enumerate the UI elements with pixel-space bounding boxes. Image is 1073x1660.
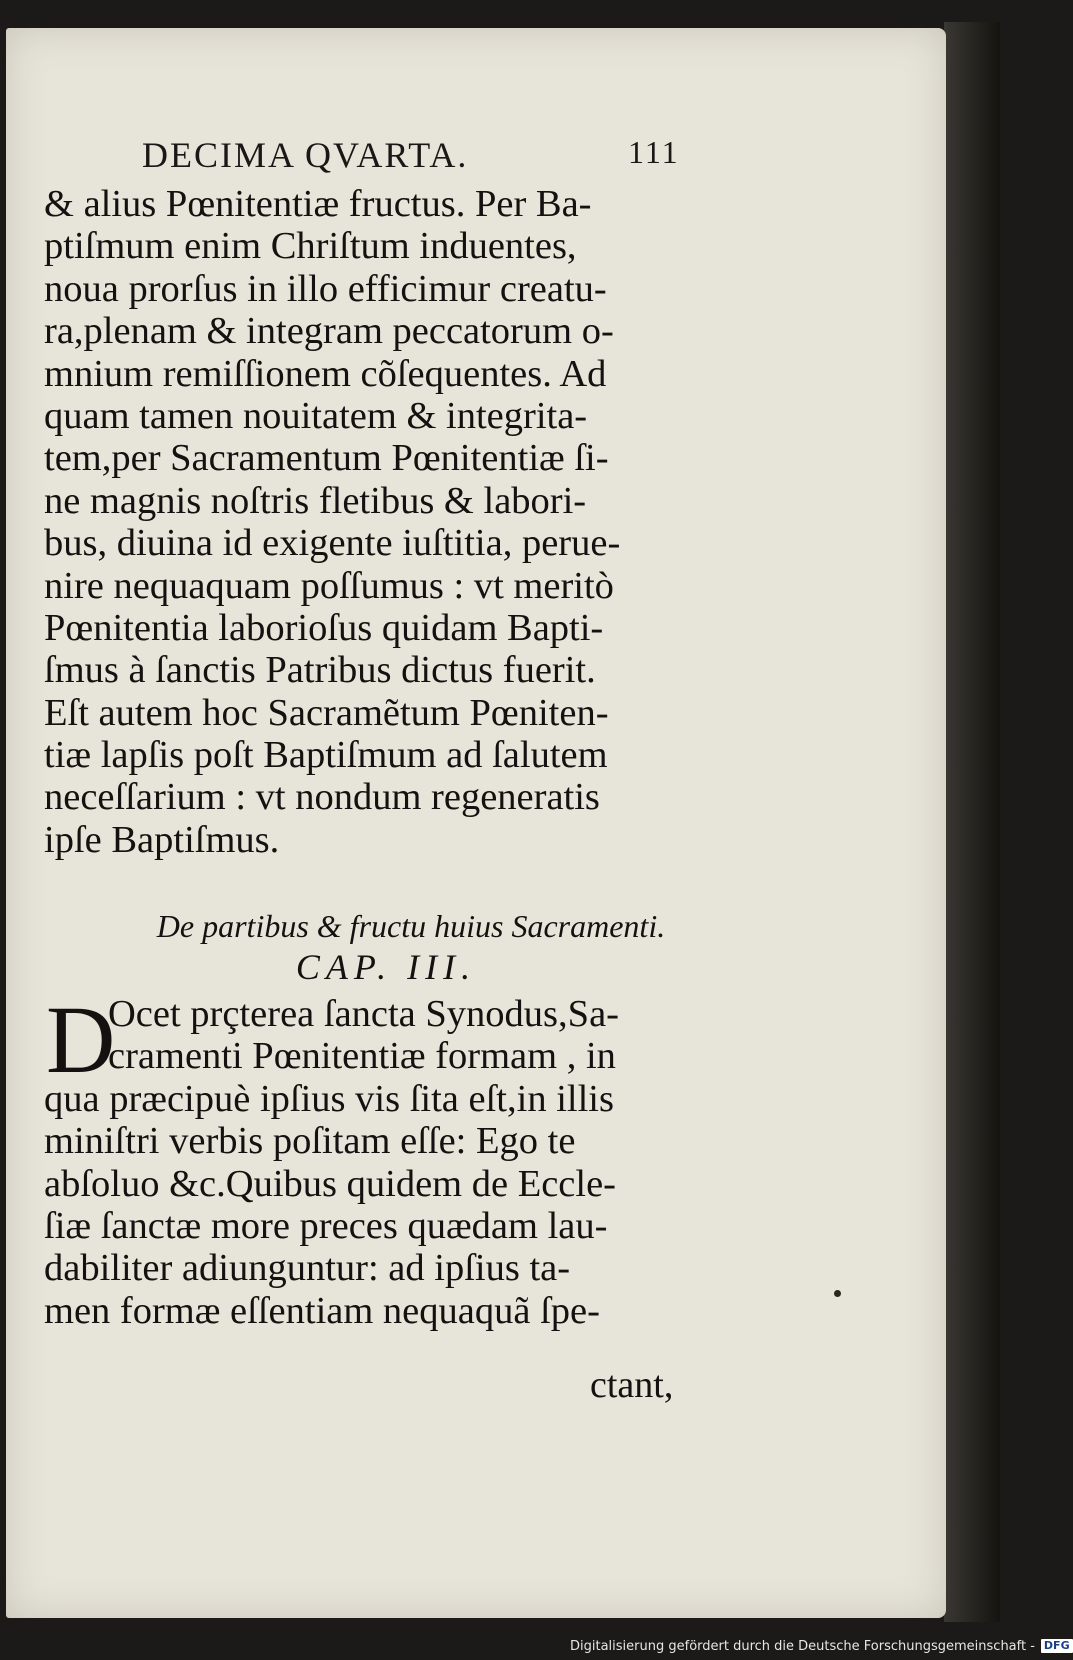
text-line: ne magnis noſtris fletibus & labori- bbox=[44, 479, 587, 522]
chapter-label: CAP. III. bbox=[295, 947, 477, 987]
text-line: ra,plenam & integram peccatorum o- bbox=[44, 310, 614, 353]
text-line: nire nequaquam poſſumus : vt meritò bbox=[44, 564, 614, 607]
text-line: & alius Pœnitentiæ fructus. Per Ba- bbox=[44, 183, 592, 225]
text-line: Ocet prçterea ſancta Synodus,Sa- bbox=[108, 993, 619, 1035]
text-line: tiæ lapſis poſt Baptiſmum ad ſalutem bbox=[44, 734, 608, 777]
book-edge bbox=[944, 22, 1000, 1622]
ink-speck bbox=[834, 1290, 841, 1297]
page-number: 111 bbox=[628, 134, 680, 170]
drop-cap: D bbox=[46, 986, 116, 1093]
text-line: neceſſarium : vt nondum regeneratis bbox=[44, 776, 600, 819]
book-page bbox=[6, 28, 946, 1618]
digitization-credit bbox=[570, 1636, 1073, 1656]
text-line: men formæ eſſentiam nequaquã ſpe- bbox=[44, 1289, 600, 1332]
running-title: DECIMA QVARTA. bbox=[142, 135, 469, 175]
text-line: ſiæ ſanctæ more preces quædam lau- bbox=[44, 1204, 608, 1247]
text-line: tem,per Sacramentum Pœnitentiæ ſi- bbox=[44, 437, 609, 480]
text-line: Pœnitentia laborioſus quidam Bapti- bbox=[44, 606, 604, 649]
paragraph-1 bbox=[44, 183, 744, 861]
text-line: bus, diuina id exigente iuſtitia, perue- bbox=[44, 522, 621, 565]
text-line: ptiſmum enim Chriſtum induentes, bbox=[44, 225, 577, 268]
text-line: qua præcipuè ipſius vis ſita eſt,in illis bbox=[44, 1077, 614, 1120]
catchword: ctant, bbox=[590, 1364, 674, 1406]
text-line: cramenti Pœnitentiæ formam , in bbox=[108, 1035, 616, 1078]
credit-text: Digitalisierung gefördert durch die Deutsche Forschungsgemeinschaft - bbox=[570, 1638, 1035, 1654]
text-line: dabiliter adiunguntur: ad ipſius ta- bbox=[44, 1247, 571, 1290]
text-line: noua prorſus in illo efficimur creatu- bbox=[44, 267, 607, 310]
text-line: abſoluo &c.Quibus quidem de Eccle- bbox=[44, 1162, 616, 1205]
text-line: miniſtri verbis poſitam eſſe: Ego te bbox=[44, 1120, 576, 1163]
paragraph-2 bbox=[44, 986, 744, 1332]
text-line: Eſt autem hoc Sacramẽtum Pœniten- bbox=[44, 691, 609, 734]
text-line: ſmus à ſanctis Patribus dictus fuerit. bbox=[44, 649, 596, 692]
text-line: mnium remiſſionem cõſequentes. Ad bbox=[44, 352, 607, 395]
running-header bbox=[6, 130, 946, 190]
text-line: ipſe Baptiſmus. bbox=[44, 818, 280, 861]
text-line: quam tamen nouitatem & integrita- bbox=[44, 394, 588, 437]
section-title: De partibus & fructu huius Sacramenti. bbox=[156, 908, 666, 944]
dfg-logo-icon: DFG bbox=[1041, 1639, 1073, 1653]
